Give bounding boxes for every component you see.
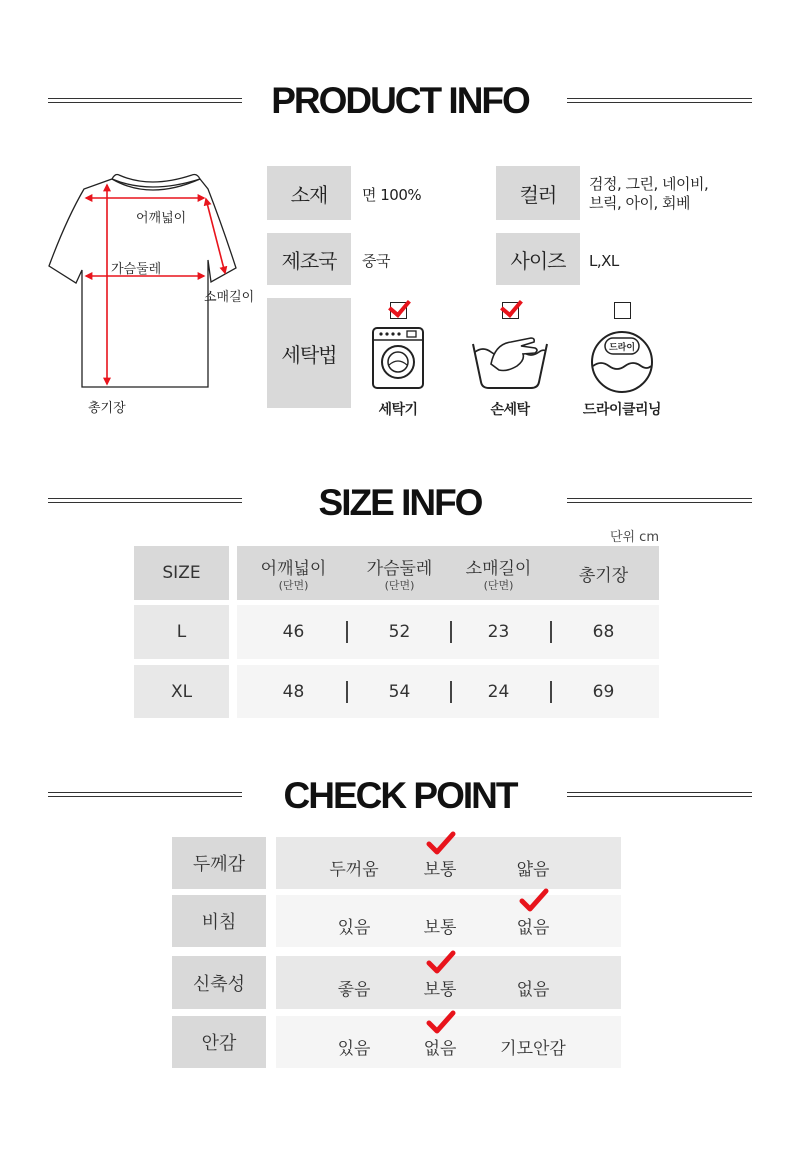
column-divider [346, 681, 348, 703]
color-value-line2: 브릭, 아이, 회베 [589, 194, 691, 212]
check-icon [426, 950, 456, 976]
size-value-chest: 54 [388, 681, 411, 702]
check-icon [426, 831, 456, 857]
dry-clean-icon-text: 드라이 [608, 343, 636, 353]
checkpoint-option: 얇음 [516, 860, 550, 880]
chest-header-sub: (단면) [384, 578, 415, 592]
origin-value: 중국 [362, 252, 390, 270]
size-row-label: XL [170, 681, 193, 702]
size-info-title: SIZE INFO [318, 482, 482, 523]
material-value: 면 100% [362, 186, 422, 204]
checkpoint-option: 없음 [423, 1039, 457, 1059]
column-divider [450, 681, 452, 703]
checkpoint-option: 두꺼움 [329, 860, 379, 880]
size-value-length: 69 [592, 681, 615, 702]
length-header-cell [551, 546, 656, 600]
checkpoint-option: 보통 [423, 860, 457, 880]
dry-clean-icon [567, 322, 677, 394]
size-value-shoulder: 48 [282, 681, 305, 702]
column-divider [450, 621, 452, 643]
wash-option-machine [343, 302, 453, 420]
size-value-sleeve: 23 [487, 622, 510, 642]
check-icon [426, 1010, 456, 1036]
sleeve-header-sub: (단면) [483, 578, 514, 592]
check-icon [519, 888, 549, 914]
wash-option-label: 세탁기 [378, 402, 418, 418]
checkpoint-label-thickness: 두께감 [172, 837, 266, 889]
checkpoint-option: 보통 [423, 980, 457, 1000]
size-header-cell [134, 546, 229, 600]
material-label: 소재 [267, 166, 351, 220]
checkpoint-label-lining: 안감 [172, 1016, 266, 1068]
size-value-shoulder: 46 [282, 622, 305, 642]
checkpoint-option: 보통 [423, 918, 457, 938]
diagram-label-length: 총기장 [88, 401, 126, 416]
column-divider [346, 621, 348, 643]
size-value-length: 68 [592, 622, 615, 642]
column-divider [550, 681, 552, 703]
wash-option-dry [567, 302, 677, 420]
color-label: 컬러 [496, 166, 580, 220]
checkpoint-option: 있음 [337, 918, 371, 938]
washing-label: 세탁법 [267, 298, 351, 408]
chest-header-label: 가슴둘레 [366, 558, 433, 579]
checkpoint-option: 기모안감 [500, 1039, 566, 1059]
washing-machine-icon [343, 322, 453, 394]
diagram-label-sleeve: 소매길이 [204, 290, 255, 305]
size-value-chest: 52 [388, 622, 411, 642]
origin-label: 제조국 [267, 233, 351, 285]
diagram-label-shoulder: 어깨넓이 [136, 211, 187, 226]
size-header-label: SIZE [162, 563, 201, 583]
dry-clean-checkbox[interactable] [614, 302, 631, 319]
size-row-label: L [176, 622, 187, 642]
checkpoint-option: 없음 [516, 918, 550, 938]
sleeve-header-label: 소매길이 [465, 558, 532, 579]
diagram-label-chest: 가슴둘레 [111, 262, 162, 277]
length-header-label: 총기장 [578, 565, 629, 586]
hand-wash-icon [455, 322, 565, 394]
wash-option-label: 손세탁 [490, 402, 530, 418]
column-divider [550, 621, 552, 643]
unit-label: 단위 cm [609, 530, 659, 545]
size-value-sleeve: 24 [487, 681, 510, 702]
checkpoint-label-stretch: 신축성 [172, 956, 266, 1009]
checkpoint-option: 좋음 [337, 980, 371, 1000]
size-value: L,XL [589, 252, 619, 270]
shoulder-header-label: 어깨넓이 [260, 558, 327, 579]
checkpoint-option: 있음 [337, 1039, 371, 1059]
shoulder-header-sub: (단면) [278, 578, 309, 592]
chest-header-cell [347, 546, 452, 600]
check-point-title: CHECK POINT [283, 775, 517, 816]
wash-machine-checkbox[interactable] [390, 302, 407, 319]
size-label: 사이즈 [496, 233, 580, 285]
checkpoint-label-sheerness: 비침 [172, 895, 266, 947]
product-info-title: PRODUCT INFO [271, 80, 529, 121]
sleeve-header-cell [446, 546, 551, 600]
hand-wash-checkbox[interactable] [502, 302, 519, 319]
wash-option-hand [455, 302, 565, 420]
wash-option-label: 드라이클리닝 [582, 402, 662, 418]
color-value-line1: 검정, 그린, 네이비, [589, 175, 709, 193]
checkpoint-option: 없음 [516, 980, 550, 1000]
shoulder-header-cell [241, 546, 346, 600]
